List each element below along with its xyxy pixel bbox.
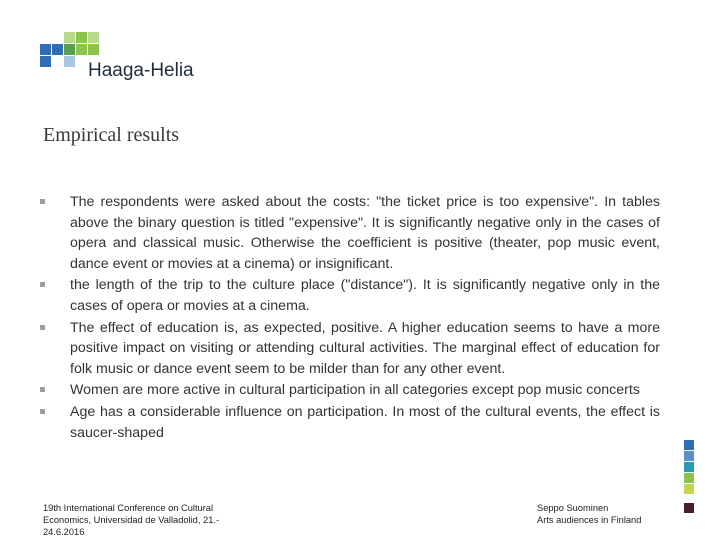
footer-line: 24.6.2016 [43, 527, 85, 537]
footer-author [537, 502, 687, 526]
bullet-list [40, 192, 660, 444]
footer-line: 19th International Conference on Cultural [43, 503, 214, 513]
color-block [684, 473, 694, 483]
footer-conference [43, 502, 258, 538]
bullet-item [40, 275, 660, 316]
bullet-text: the length of the trip to the culture place ("distance"). It is significantly negative only in the cases of opera or movies at a cinema. [70, 277, 660, 314]
bullet-text: The respondents were asked about the costs: "the ticket price is too expensive". In tables above the binary question is titled "expensive". It is significantly negative only in the cases of opera and classical music. Otherwise the coefficient is positive (theater, pop music event, dance event or movies at a cinema) or insignificant. [70, 194, 660, 272]
bullet-marker-icon [40, 282, 45, 287]
color-block [684, 503, 694, 513]
color-bar-decoration [684, 440, 694, 514]
logo-square [64, 44, 75, 55]
bullet-item [40, 380, 660, 401]
logo-square [64, 32, 75, 43]
logo-square [76, 44, 87, 55]
color-block [684, 440, 694, 450]
bullet-item [40, 318, 660, 380]
color-block [684, 451, 694, 461]
logo-square [52, 44, 63, 55]
footer-line: Economics, Universidad de Valladolid, 21.- [43, 515, 220, 525]
bullet-marker-icon [40, 387, 45, 392]
color-block [684, 484, 694, 494]
slide-title: Empirical results [43, 124, 180, 146]
logo-square [76, 32, 87, 43]
color-block [684, 462, 694, 472]
logo-square [88, 32, 99, 43]
bullet-text: The effect of education is, as expected, positive. A higher education seems to have a more positive impact on visiting or attending cultural activities. The marginal effect of education for folk music or dance event seem to be milder than for any other event. [70, 319, 660, 377]
bullet-item [40, 402, 660, 443]
logo-text: Haaga-Helia [88, 60, 194, 81]
bullet-marker-icon [40, 409, 45, 414]
bullet-item [40, 192, 660, 274]
bullet-text: Age has a considerable influence on participation. In most of the cultural events, the effect is saucer-shaped [70, 403, 660, 441]
footer-presentation-title: Arts audiences in Finland [537, 515, 642, 525]
logo-square [64, 56, 75, 67]
haaga-helia-logo [40, 32, 210, 82]
logo-square [40, 44, 51, 55]
bullet-text: Women are more active in cultural participation in all categories except pop music concerts [70, 382, 640, 399]
bullet-marker-icon [40, 199, 45, 204]
bullet-marker-icon [40, 325, 45, 330]
logo-square [88, 44, 99, 55]
footer-author-name: Seppo Suominen [537, 503, 609, 513]
logo-square [40, 56, 51, 67]
